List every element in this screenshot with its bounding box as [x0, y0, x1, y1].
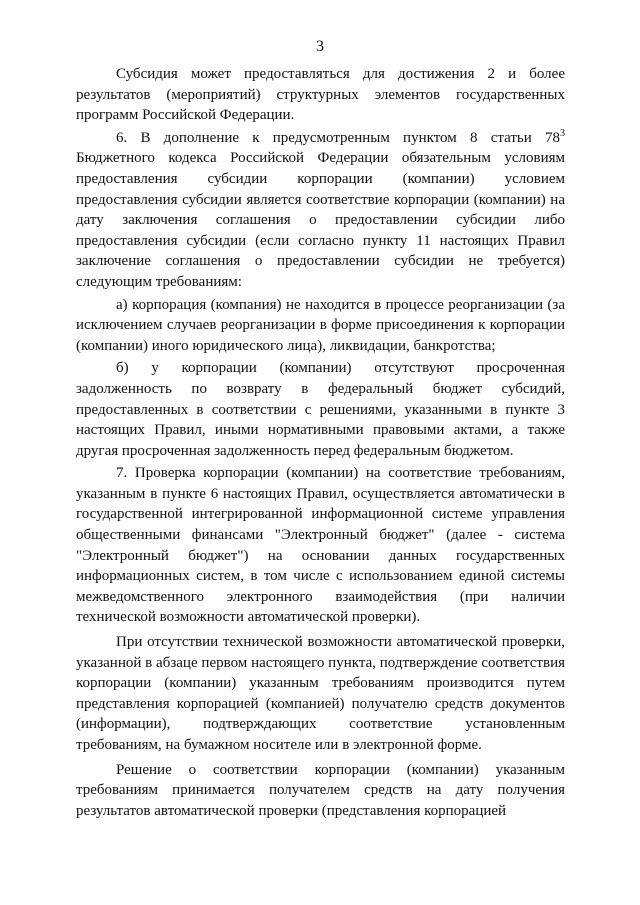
paragraph-6-lead: 6. В дополнение к предусмотренным пунктом 8 статьи 78	[116, 129, 560, 146]
article-superscript: 3	[560, 127, 565, 139]
paragraph-6	[76, 128, 565, 293]
paragraph-decision: Решение о соответствии корпорации (компании) указанным требованиям принимается получателем средств на дату получения результатов автоматической проверки (представления корпорацией	[76, 761, 565, 819]
paragraph-7: 7. Проверка корпорации (компании) на соответствие требованиям, указанным в пункте 6 настоящих Правил, осуществляется автоматически в государственной интегрированной информационной системе управления общественными финансами "Электронный бюджет" (далее - система "Электронный бюджет") на основании данных государственных информационных систем, в том числе с использованием единой системы межведомственного электронного взаимодействия (при наличии технической возможности автоматической проверки).	[76, 465, 565, 626]
paragraph-subsidy-results: Субсидия может предоставляться для достижения 2 и более результатов (мероприятий) структурных элементов государственных программ Российской Федерации.	[76, 66, 565, 124]
paragraph-6a: а) корпорация (компания) не находится в процессе реорганизации (за исключением случаев реорганизации в форме присоединения к корпорации (компании) иного юридического лица), ликвидации, банкротства;	[76, 296, 565, 354]
paragraph-6b: б) у корпорации (компании) отсутствуют просроченная задолженность по возврату в федеральный бюджет субсидий, предоставленных в соответствии с решениями, указанными в пункте 3 настоящих Правил, иными нормативными правовыми актами, а также другая просроченная задолженность перед федеральным бюджетом.	[76, 360, 565, 459]
paragraph-manual-check: При отсутствии технической возможности автоматической проверки, указанной в абзаце первом настоящего пункта, подтверждение соответствия корпорации (компании) указанным требованиям производится путем представления корпорацией (компанией) получателю средств документов (информации), подтверждающих соответствие установленным требованиям, на бумажном носителе или в электронной форме.	[76, 634, 565, 753]
paragraph-6-text: Бюджетного кодекса Российской Федерации обязательным условиям предоставления субсидии корпорации (компании) условием предоставления субсидии является соответствие корпорации (компании) на дату заключения соглашения о предоставлении субсидии либо предоставления субсидии (если согласно пункту 11 настоящих Правил заключение соглашения о предоставлении субсидии не требуется) следующим требованиям:	[76, 150, 565, 290]
page-number: 3	[316, 38, 324, 55]
document-body	[76, 64, 565, 823]
